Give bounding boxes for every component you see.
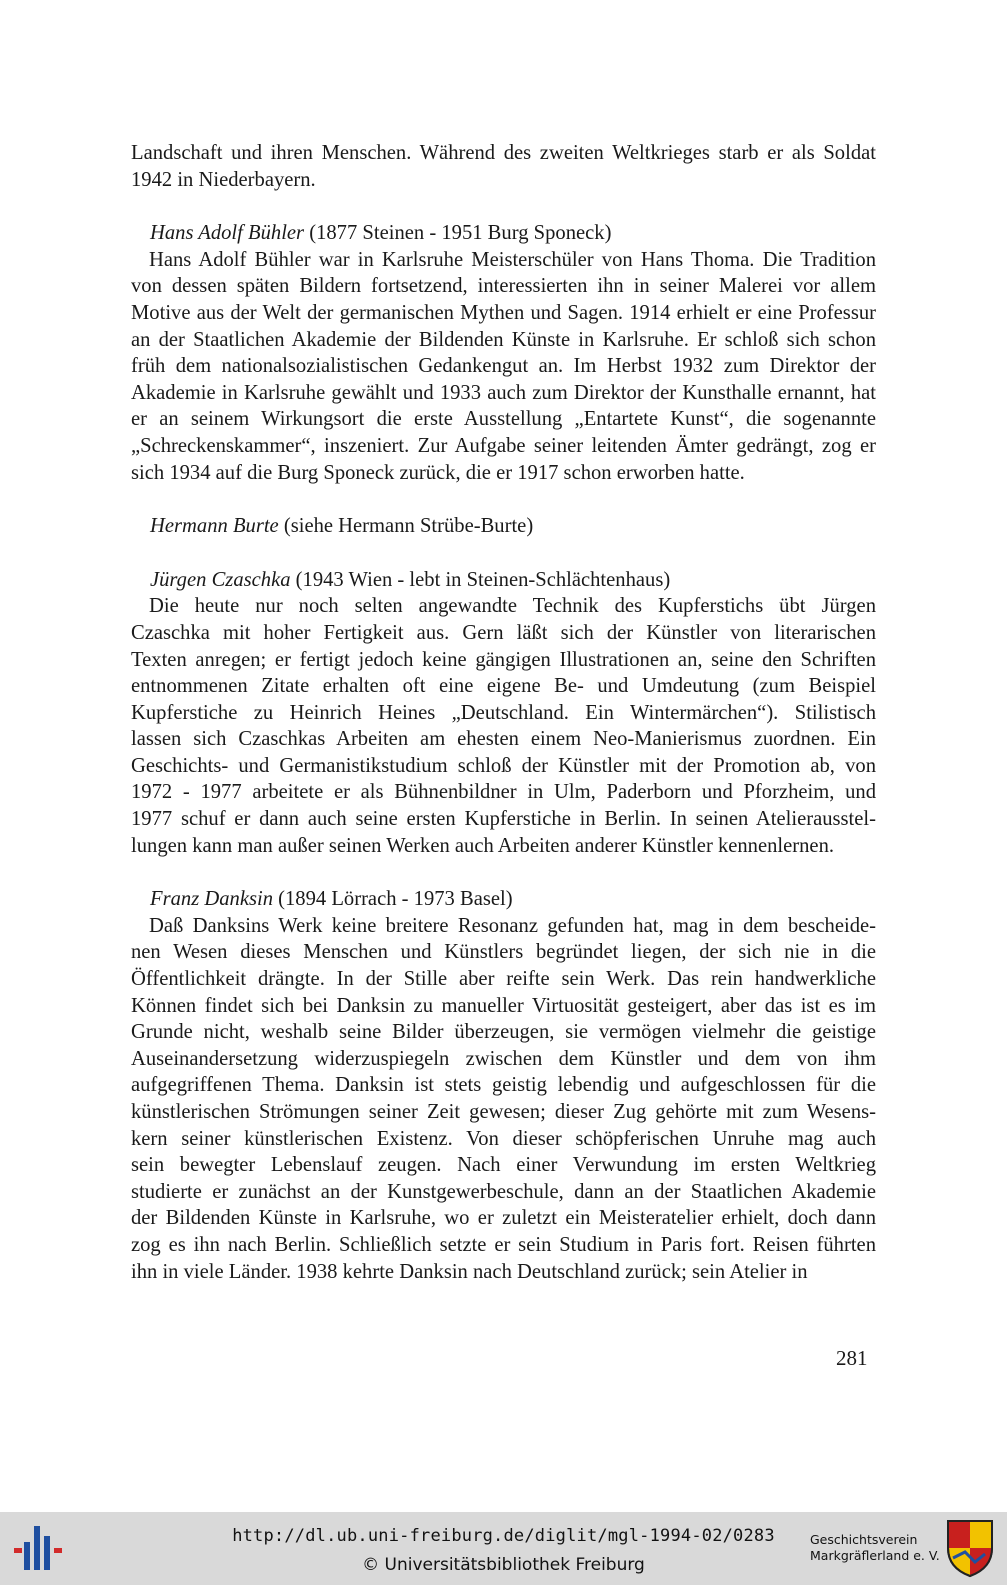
text-line: 1942 in Niederbayern. bbox=[131, 168, 316, 191]
text-line: Hans Adolf Bühler war in Karlsruhe Meisterschüler von Hans Thoma. Die Tradition bbox=[149, 248, 876, 271]
text-line: Geschichts- und Germanistikstudium schloß der Künstler mit der Promotion ab, von bbox=[131, 754, 876, 777]
text-line: Daß Danksins Werk keine breitere Resonanz gefunden hat, mag in dem bescheide- bbox=[149, 914, 876, 937]
text-line: nen Wesen dieses Menschen und Künstlers begründet liegen, der sich nie in die bbox=[131, 941, 876, 964]
paragraph-buehler bbox=[131, 247, 876, 486]
paragraph-czaschka bbox=[131, 593, 876, 859]
text-line: kern seiner künstlerischen Existenz. Von dieser schöpferischen Unruhe mag auch bbox=[131, 1127, 876, 1150]
text-line: entnommenen Zitate erhalten oft eine eigene Be- und Umdeutung (zum Beispiel bbox=[131, 675, 876, 698]
text-line: sich 1934 auf die Burg Sponeck zurück, die er 1917 schon erworben hatte. bbox=[131, 461, 745, 484]
text-line: „Schreckenskammer“, inszeniert. Zur Aufgabe seiner leitenden Ämter gedrängt, zog er bbox=[131, 434, 876, 457]
text-line: sein bewegter Lebenslauf zeugen. Nach einer Verwundung im ersten Weltkrieg bbox=[131, 1154, 876, 1177]
artist-dates: (1877 Steinen - 1951 Burg Sponeck) bbox=[304, 222, 612, 245]
organization-line-1: Geschichtsverein bbox=[810, 1532, 918, 1547]
page-body bbox=[131, 140, 876, 1285]
artist-name: Franz Danksin bbox=[150, 888, 273, 911]
text-line: Akademie in Karlsruhe gewählt und 1933 auch zum Direktor der Kunsthalle ernannt, hat bbox=[131, 381, 876, 404]
text-line: ihn in viele Länder. 1938 kehrte Danksin nach Deutschland zurück; sein Atelier in bbox=[131, 1260, 808, 1283]
text-line: Auseinandersetzung widerzuspiegeln zwischen dem Künstler und dem von ihm bbox=[131, 1047, 876, 1070]
text-line: 1972 - 1977 arbeitete er als Bühnenbildner in Ulm, Paderborn und Pforzheim, und bbox=[131, 781, 876, 804]
copyright-notice: © Universitätsbibliothek Freiburg bbox=[362, 1555, 645, 1575]
text-line: Die heute nur noch selten angewandte Technik des Kupferstichs übt Jürgen bbox=[149, 595, 876, 618]
page-number: 281 bbox=[836, 1346, 868, 1370]
text-line: von dessen späten Bildern fortsetzend, interessierten ihn in seiner Malerei vor allem bbox=[131, 275, 876, 298]
text-line: Können findet sich bei Danksin zu manueller Virtuosität gesteigert, aber das ist es im bbox=[131, 994, 876, 1017]
text-line: an der Staatlichen Akademie der Bildenden Künste in Karlsruhe. Er schloß sich schon bbox=[131, 328, 876, 351]
text-line: früh dem nationalsozialistischen Gedankengut an. Im Herbst 1932 zum Direktor der bbox=[131, 355, 876, 378]
artist-name: Hans Adolf Bühler bbox=[150, 222, 305, 245]
document-url[interactable]: http://dl.ub.uni-freiburg.de/diglit/mgl-1994-02/0283 bbox=[232, 1526, 775, 1546]
text-line: aufgegriffenen Thema. Danksin ist stets geistig lebendig und aufgeschlossen für die bbox=[131, 1074, 876, 1097]
artist-dates: (1894 Lörrach - 1973 Basel) bbox=[273, 888, 513, 911]
text-line: Texten anregen; er fertigt jedoch keine gängigen Illustrationen an, seine den Schriften bbox=[131, 648, 876, 671]
artist-name: Jürgen Czaschka bbox=[150, 568, 291, 591]
text-line: der Bildenden Künste in Karlsruhe, wo er zuletzt ein Meisteratelier erhielt, doch dann bbox=[131, 1207, 876, 1230]
text-line: zog es ihn nach Berlin. Schließlich setzte er sein Studium in Paris fort. Reisen führten bbox=[131, 1233, 876, 1256]
text-line: Motive aus der Welt der germanischen Mythen und Sagen. 1914 erhielt er eine Professur bbox=[131, 301, 876, 324]
paragraph-danksin bbox=[131, 913, 876, 1285]
artist-dates: (1943 Wien - lebt in Steinen-Schlächtenhaus) bbox=[290, 568, 671, 591]
text-line: Kupferstiche zu Heinrich Heines „Deutschland. Ein Wintermärchen“). Stilistisch bbox=[131, 701, 876, 724]
artist-name: Hermann Burte bbox=[150, 515, 279, 538]
organization-name bbox=[810, 1532, 940, 1564]
text-line: Czaschka mit hoher Fertigkeit aus. Gern läßt sich der Künstler von literarischen bbox=[131, 621, 876, 644]
text-line: er an seinem Wirkungsort die erste Ausstellung „Entartete Kunst“, die sogenannte bbox=[131, 408, 876, 431]
organization-line-2: Markgräflerland e. V. bbox=[810, 1548, 940, 1563]
text-line: lungen kann man außer seinen Werken auch Arbeiten anderer Künstler kennenlernen. bbox=[131, 834, 835, 857]
text-line: Grunde nicht, weshalb seine Bilder überzeugen, sie vermögen vielmehr die geistige bbox=[131, 1021, 876, 1044]
footer-bar bbox=[0, 1512, 1007, 1585]
text-line: künstlerischen Strömungen seiner Zeit gewesen; dieser Zug gehörte mit zum Wesens- bbox=[131, 1101, 876, 1123]
text-line: 1977 schuf er dann auch seine ersten Kupferstiche in Berlin. In seinen Atelierausstel- bbox=[131, 808, 876, 831]
text-line: Landschaft und ihren Menschen. Während des zweiten Weltkrieges starb er als Soldat bbox=[131, 142, 876, 164]
text-line: studierte er zunächst an der Kunstgewerbeschule, dann an der Staatlichen Akademie bbox=[131, 1180, 876, 1203]
text-line: lassen sich Czaschkas Arbeiten am ehesten einem Neo-Manierismus zuordnen. Ein bbox=[131, 728, 876, 751]
text-line: Öffentlichkeit drängte. In der Stille aber reifte sein Werk. Das rein handwerkliche bbox=[131, 968, 876, 991]
artist-dates: (siehe Hermann Strübe-Burte) bbox=[278, 515, 534, 538]
entry-heading-danksin bbox=[131, 886, 876, 913]
coat-of-arms-icon bbox=[945, 1518, 995, 1578]
paragraph-intro bbox=[131, 140, 876, 193]
entry-heading-burte bbox=[131, 513, 876, 540]
entry-heading-czaschka bbox=[131, 567, 876, 594]
entry-heading-buehler bbox=[131, 220, 876, 247]
